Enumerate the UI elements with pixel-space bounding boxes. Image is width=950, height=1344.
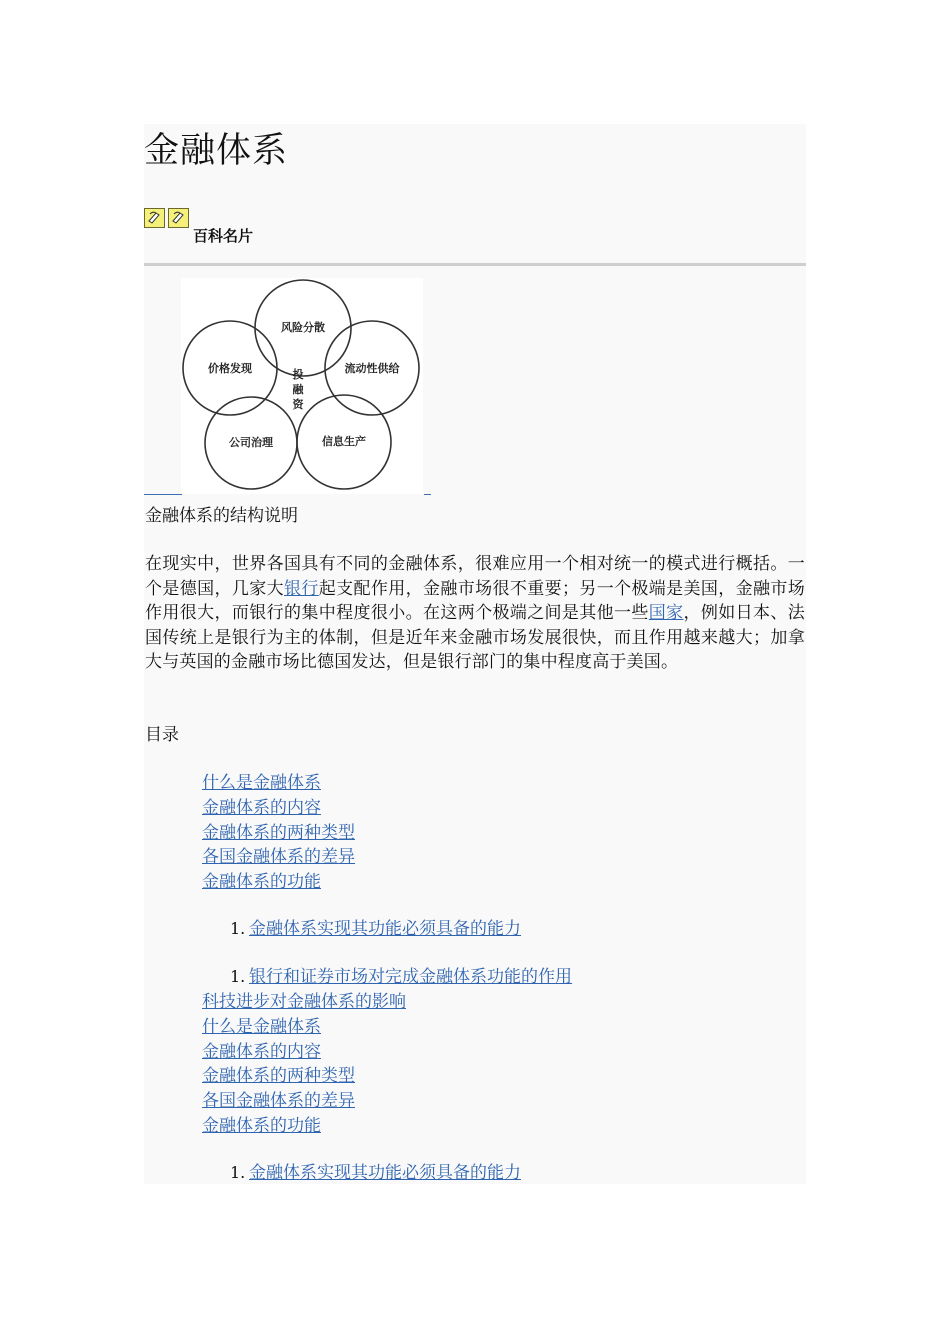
toc-item[interactable]: 金融体系的内容 (202, 1042, 321, 1062)
link-bank[interactable]: 银行 (283, 578, 319, 599)
circle-label: 价格发现 (208, 362, 252, 375)
figure-link-underline (144, 494, 182, 495)
toc-item[interactable]: 什么是金融体系 (202, 773, 321, 793)
toc-item[interactable]: 各国金融体系的差异 (202, 1091, 355, 1111)
edit-badge-icon[interactable] (168, 208, 189, 228)
structure-figure[interactable] (181, 278, 423, 494)
toc-item[interactable]: 金融体系的内容 (202, 798, 321, 818)
toc-subitem[interactable]: 金融体系实现其功能必须具备的能力 (249, 1163, 521, 1183)
paragraph-text: 起支配作用，金融市场很不重要；另一个极端是美国，金融市场作用很大，而银行的集中程度很小。在这两个极端之间是其他一些 (145, 578, 805, 624)
figure-caption: 金融体系的结构说明 (145, 506, 298, 526)
paragraph-text: ，例如日本、法国传统上是银行为主的体制，但是近年来金融市场发展很快，而且作用越来越大；加拿大与英国的金融市场比德国发达，但是银行部门的集中程度高于美国。 (145, 603, 805, 673)
figure-link-underline (424, 494, 431, 495)
toc-item[interactable]: 金融体系的功能 (202, 1116, 321, 1136)
toc-item[interactable]: 金融体系的两种类型 (202, 1066, 355, 1086)
toc-sub-number: 1. (230, 919, 246, 938)
paragraph-text: 在现实中，世界各国具有不同的金融体系，很难应用一个相对统一的模式进行概括。一个是德国，几家大 (145, 554, 805, 599)
divider (144, 263, 806, 266)
circle-label: 公司治理 (229, 436, 273, 449)
center-char: 资 (292, 398, 304, 411)
edit-badge-icon[interactable] (144, 208, 165, 228)
circle-label: 风险分散 (281, 321, 325, 334)
circle-label: 信息生产 (322, 435, 366, 448)
toc-sub-number: 1. (230, 967, 246, 986)
toc-item[interactable]: 金融体系的功能 (202, 872, 321, 892)
toc-sub-number: 1. (230, 1163, 246, 1182)
toc-item[interactable]: 什么是金融体系 (202, 1017, 321, 1037)
toc-subitem[interactable]: 银行和证券市场对完成金融体系功能的作用 (249, 967, 572, 987)
structure-diagram (181, 278, 423, 494)
center-char: 融 (292, 383, 304, 396)
intro-paragraph (145, 552, 805, 675)
toc-subitem[interactable]: 金融体系实现其功能必须具备的能力 (249, 919, 521, 939)
circle-label: 流动性供给 (344, 362, 400, 375)
link-country[interactable]: 国家 (648, 603, 684, 624)
card-label: 百科名片 (193, 227, 254, 245)
toc-item[interactable]: 各国金融体系的差异 (202, 847, 355, 867)
toc-item[interactable]: 科技进步对金融体系的影响 (202, 992, 406, 1012)
toc-item[interactable]: 金融体系的两种类型 (202, 823, 355, 843)
center-char: 投 (292, 368, 304, 381)
page-title: 金融体系 (144, 131, 289, 171)
toc-title: 目录 (145, 725, 179, 745)
